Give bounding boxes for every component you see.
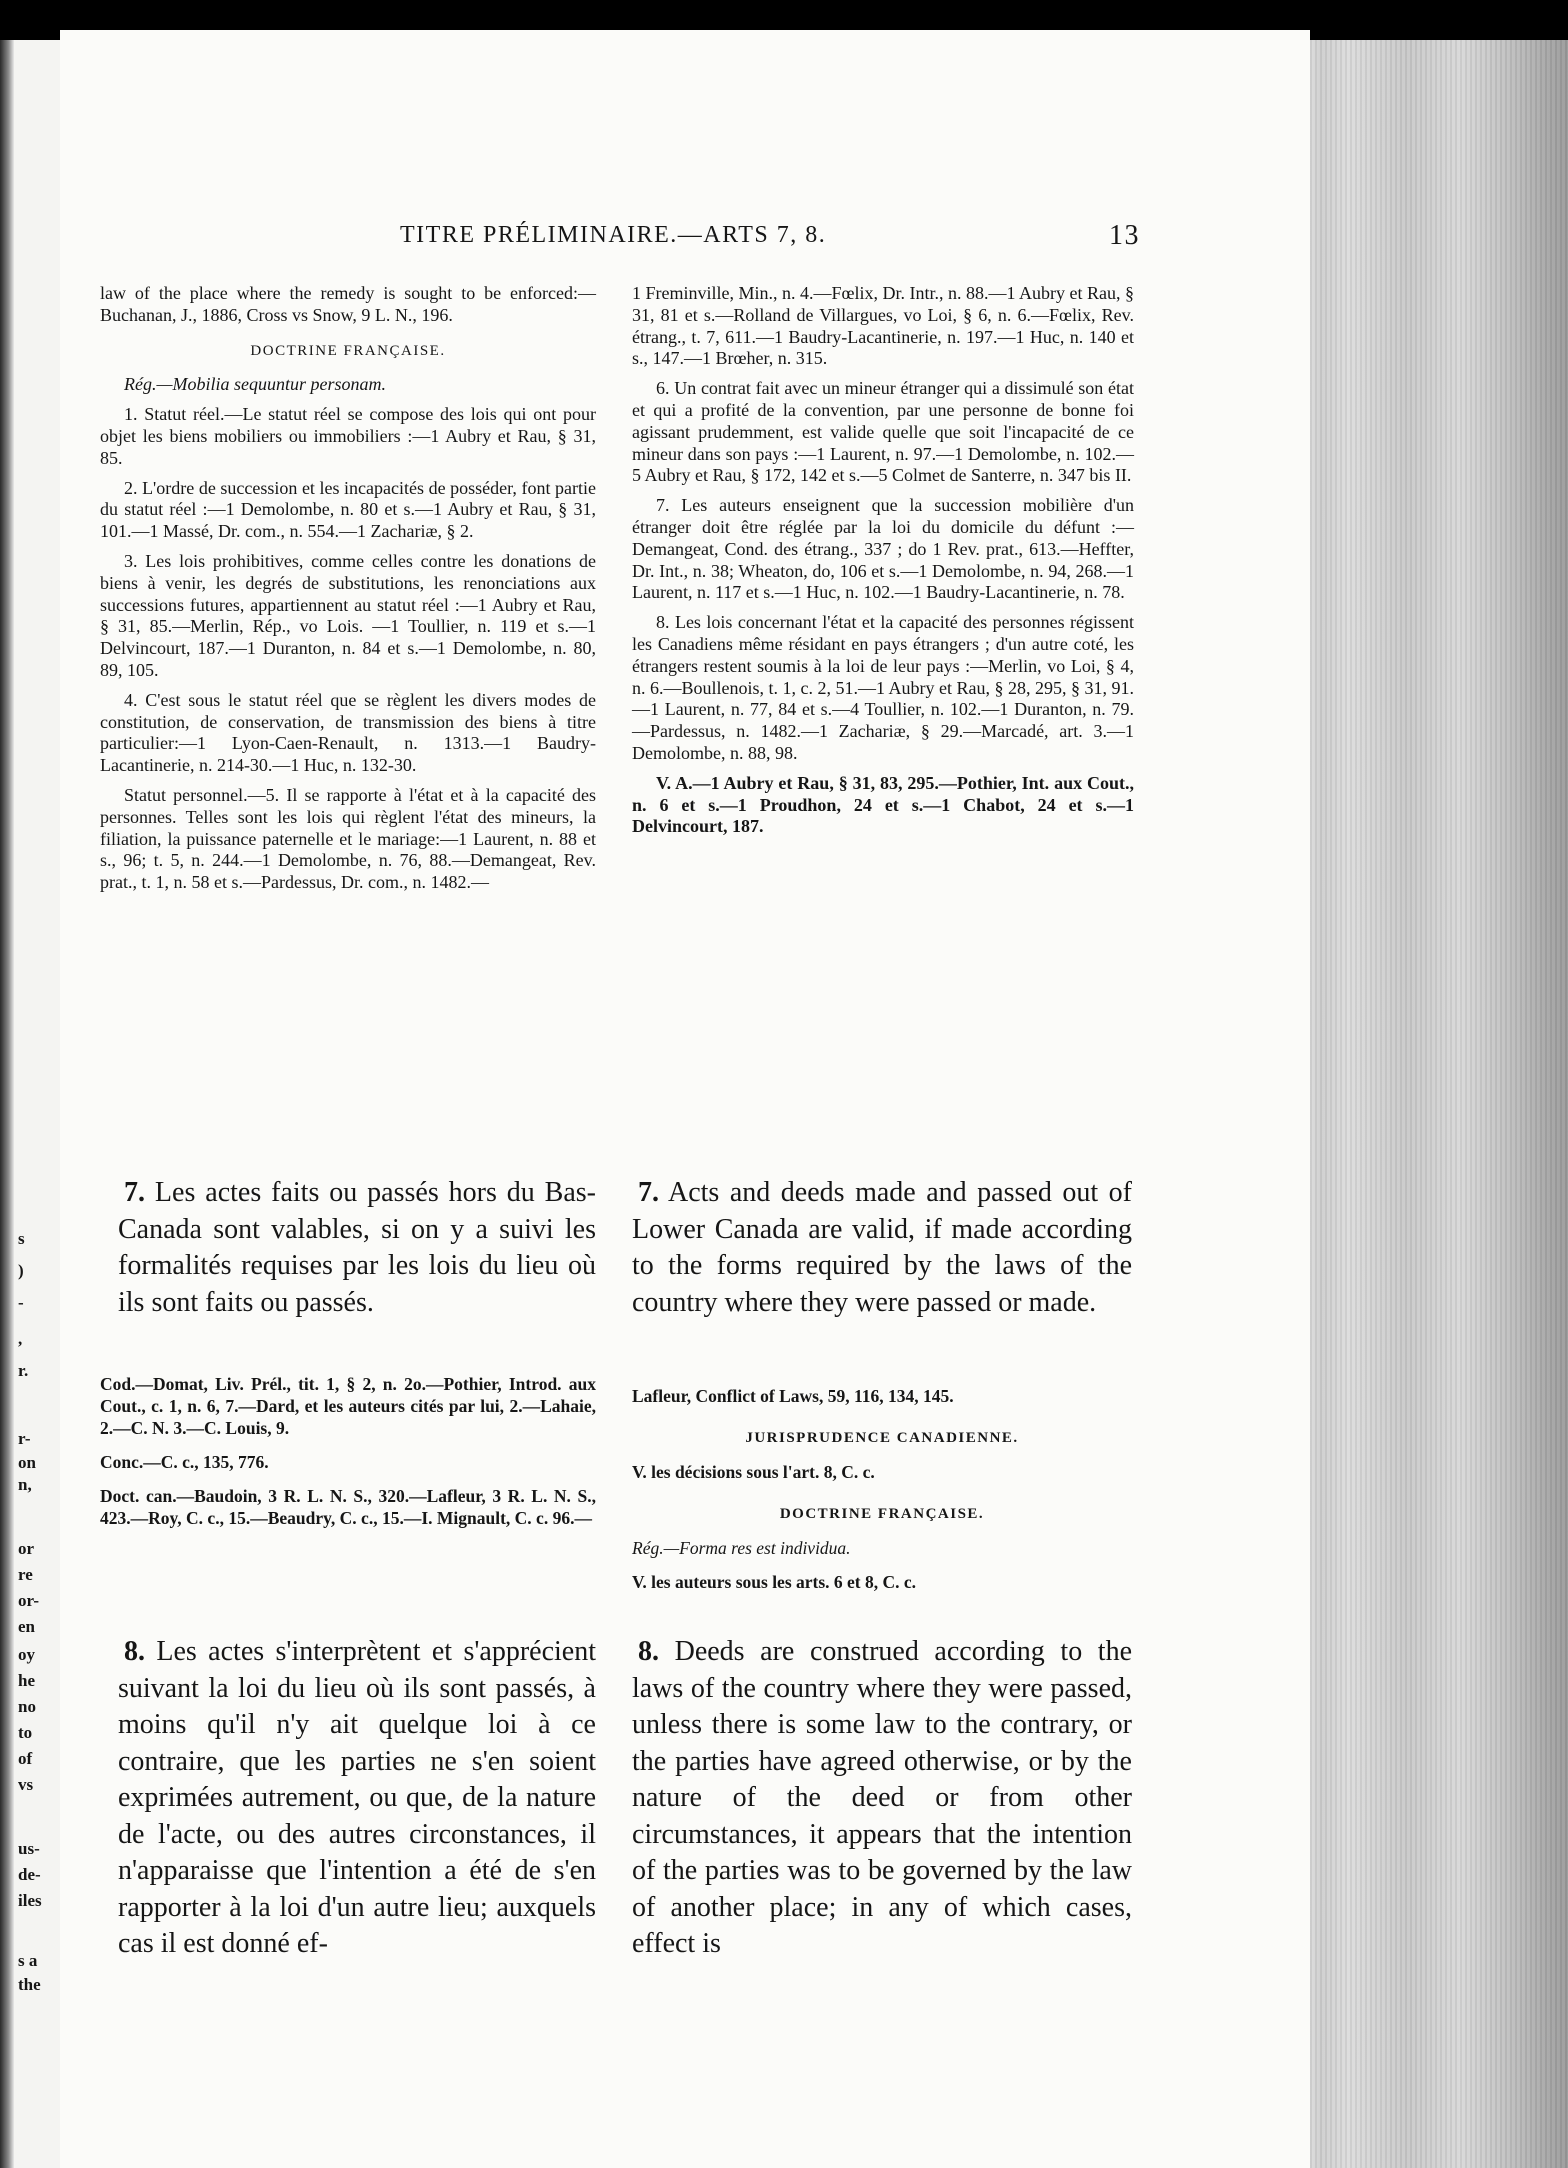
- section-heading: DOCTRINE FRANÇAISE.: [779, 1506, 985, 1522]
- article-text: Les actes s'interprètent et s'apprécient suivant la loi du lieu où ils sont passés, à moins qu'il n'y ait quelque loi à ce contraire, que les parties ne s'en soient exprimées autrement, ou que, de la nature de l'acte, ou des autres circonstances, il n'apparaisse que l'intention a été de s'en rapporter à la loi d'un autre lieu; auxquels cas il est donné ef-: [118, 1636, 596, 1959]
- page-edge: [1300, 10, 1568, 2168]
- running-header: [400, 222, 1140, 252]
- margin-fragment: de-: [18, 1865, 41, 1884]
- commentary-paragraph: law of the place where the remedy is sought to be enforced:—Buchanan, J., 1886, Cross vs Snow, 9 L. N., 196.: [100, 283, 596, 325]
- commentary-paragraph: 6. Un contrat fait avec un mineur étranger qui a dissimulé son état et qui a profité de la convention, par une personne de bonne foi agissant prudemment, est valide quelle que soit l'incapacité de ce mineur dans son pays :—1 Laurent, n. 97.—1 Demolombe, n. 102.—5 Aubry et Rau, § 172, 142 et s.—5 Colmet de Santerre, n. 347 bis II.: [632, 378, 1134, 486]
- commentary-paragraph: 1 Freminville, Min., n. 4.—Fœlix, Dr. Intr., n. 88.—1 Aubry et Rau, § 31, 81 et s.—Rolland de Villargues, vo Loi, § 6, n. 6.—Fœlix, Rev. étrang., t. 7, 611.—1 Baudry-Lacantinerie, n. 197.—1 Huc, n. 140 et s., 147.—1 Brœher, n. 315.: [632, 283, 1134, 369]
- margin-fragment: ): [18, 1261, 24, 1280]
- margin-fragment: r-: [18, 1429, 31, 1448]
- margin-fragment: or-: [18, 1591, 40, 1610]
- reference-doct: Doct. can.—Baudoin, 3 R. L. N. S., 320.—Lafleur, 3 R. L. N. S., 423.—Roy, C. c., 15.—Beaudry, C. c., 15.—I. Mignault, C. c. 96.—: [100, 1486, 596, 1528]
- article-8-english: [632, 1634, 1132, 1963]
- commentary-paragraph: 2. L'ordre de succession et les incapacités de posséder, font partie du statut réel :—1 Demolombe, n. 80 et s.—1 Aubry et Rau, § 31, 101.—1 Massé, Dr. com., n. 554.—1 Zachariæ, § 2.: [100, 477, 596, 542]
- margin-fragment: iles: [18, 1891, 42, 1910]
- margin-fragment: to: [18, 1723, 33, 1742]
- commentary-paragraph: 4. C'est sous le statut réel que se règlent les divers modes de constitution, de conservation, de transmission des biens à titre particulier:—1 Lyon-Caen-Renault, n. 1313.—1 Baudry-Lacantinerie, n. 214-30.—1 Huc, n. 132-30.: [100, 689, 596, 776]
- running-title: TITRE PRÉLIMINAIRE.—ARTS 7, 8.: [400, 222, 827, 248]
- facing-page-edge: [0, 40, 60, 2168]
- margin-fragment: vs: [18, 1775, 34, 1794]
- reference-conc: Conc.—C. c., 135, 776.: [100, 1452, 269, 1472]
- article-8-french: [118, 1634, 596, 1963]
- margin-fragment: or: [18, 1539, 35, 1558]
- margin-fragment: re: [18, 1565, 33, 1584]
- section-heading: JURISPRUDENCE CANADIENNE.: [745, 1430, 1019, 1446]
- article-7-references-left: [100, 1373, 596, 1541]
- right-commentary-column: [632, 283, 1134, 846]
- page-number: 13: [1109, 220, 1140, 251]
- article-text: Les actes faits ou passés hors du Bas-Canada sont valables, si on y a suivi les formalités requises par les lois du lieu où ils sont faits ou passés.: [118, 1177, 597, 1318]
- margin-fragment: n,: [18, 1475, 32, 1494]
- margin-fragment: ,: [18, 1329, 23, 1348]
- margin-fragment: of: [18, 1749, 33, 1768]
- article-number: 7.: [638, 1177, 659, 1208]
- reference-cod: Cod.—Domat, Liv. Prél., tit. 1, § 2, n. 2o.—Pothier, Introd. aux Cout., c. 1, n. 6, 7.—Dard, et les auteurs cités par lui, 2.—Lahaie, 2.—C. N. 3.—C. Louis, 9.: [100, 1374, 596, 1438]
- left-commentary-column: [100, 283, 596, 902]
- reference-v1: V. les décisions sous l'art. 8, C. c.: [632, 1462, 875, 1482]
- commentary-paragraph: 1. Statut réel.—Le statut réel se compose des lois qui ont pour objet les biens mobiliers ou immobiliers :—1 Aubry et Rau, § 31, 85.: [100, 404, 596, 468]
- margin-fragment: -: [18, 1293, 24, 1312]
- maxim: Rég.—Forma res est individua.: [632, 1538, 851, 1558]
- margin-fragment: oy: [18, 1645, 35, 1664]
- margin-fragment: he: [18, 1671, 35, 1690]
- maxim: Rég.—Mobilia sequuntur personam.: [124, 374, 386, 395]
- margin-fragment: no: [18, 1697, 36, 1716]
- commentary-paragraph: V. A.—1 Aubry et Rau, § 31, 83, 295.—Pothier, Int. aux Cout., n. 6 et s.—1 Proudhon, 24 et s.—1 Chabot, 24 et s.—1 Delvincourt, 187.: [632, 772, 1134, 837]
- margin-fragment: r.: [18, 1361, 29, 1380]
- article-number: 7.: [124, 1177, 145, 1208]
- article-number: 8.: [124, 1636, 145, 1667]
- commentary-paragraph: 8. Les lois concernant l'état et la capacité des personnes régissent les Canadiens même résidant en pays étrangers ; d'un autre coté, les étrangers restent soumis à la loi de leur pays :—Merlin, vo Loi, § 4, n. 6.—Boullenois, t. 1, c. 2, 51.—1 Aubry et Rau, § 28, 295, § 31, 91.—1 Laurent, n. 77, 84 et s.—4 Toullier, n. 102.—1 Duranton, n. 79.—Pardessus, n. 1482.—1 Zachariæ, § 29.—Marcadé, art. 3.—1 Demolombe, n. 88, 98.: [632, 612, 1134, 763]
- margin-fragment: en: [18, 1617, 35, 1636]
- reference-v2: V. les auteurs sous les arts. 6 et 8, C. c.: [632, 1572, 917, 1592]
- margin-fragment: on: [18, 1453, 36, 1472]
- margin-fragment: the: [18, 1975, 41, 1994]
- margin-fragment: s a: [18, 1951, 38, 1970]
- section-heading: DOCTRINE FRANÇAISE.: [250, 342, 446, 359]
- gutter-shadow: [0, 40, 14, 2168]
- commentary-paragraph: 7. Les auteurs enseignent que la succession mobilière d'un étranger doit être réglée par la loi du domicile du défunt :—Demangeat, Cond. des étrang., 337 ; do 1 Rev. prat., 613.—Heffter, Dr. Int., n. 38; Wheaton, do, 106 et s.—1 Demolombe, n. 94, 268.—1 Laurent, n. 117 et s.—1 Huc, n. 102.—1 Baudry-Lacantinerie, n. 78.: [632, 495, 1134, 603]
- margin-fragment: s: [18, 1229, 25, 1248]
- reference-lafleur: Lafleur, Conflict of Laws, 59, 116, 134, 145.: [632, 1386, 954, 1406]
- article-text: Deeds are construed according to the laws of the country where they were passed, unless there is some law to the contrary, or the parties have agreed otherwise, or by the nature of the deed or from other circumstances, it appears that the intention of the parties was to be governed by the law of another place; in any of which cases, effect is: [632, 1636, 1132, 1959]
- article-7-english: [632, 1175, 1132, 1321]
- commentary-paragraph: 3. Les lois prohibitives, comme celles contre les donations de biens à venir, les degrés de substitutions, les renonciations aux successions futures, appartiennent au statut réel :—1 Aubry et Rau, § 31, 85.—Merlin, Rép., vo Lois. —1 Toullier, n. 119 et s.—1 Delvincourt, 187.—1 Duranton, n. 84 et s.—1 Demolombe, n. 80, 89, 105.: [100, 550, 596, 680]
- article-text: Acts and deeds made and passed out of Lower Canada are valid, if made according to the forms required by the laws of the country where they were passed or made.: [632, 1177, 1132, 1318]
- margin-fragment: us-: [18, 1839, 40, 1858]
- article-7-references-right: [632, 1385, 1132, 1605]
- article-number: 8.: [638, 1636, 659, 1667]
- article-7-french: [118, 1175, 596, 1321]
- commentary-paragraph: Statut personnel.—5. Il se rapporte à l'état et à la capacité des personnes. Telles sont les lois qui règlent l'état des mineurs, la filiation, la puissance paternelle et le mariage:—1 Laurent, n. 88 et s., 96; t. 5, n. 244.—1 Demolombe, n. 76, 88.—Demangeat, Rev. prat., t. 1, n. 58 et s.—Pardessus, Dr. com., n. 1482.—: [100, 784, 596, 893]
